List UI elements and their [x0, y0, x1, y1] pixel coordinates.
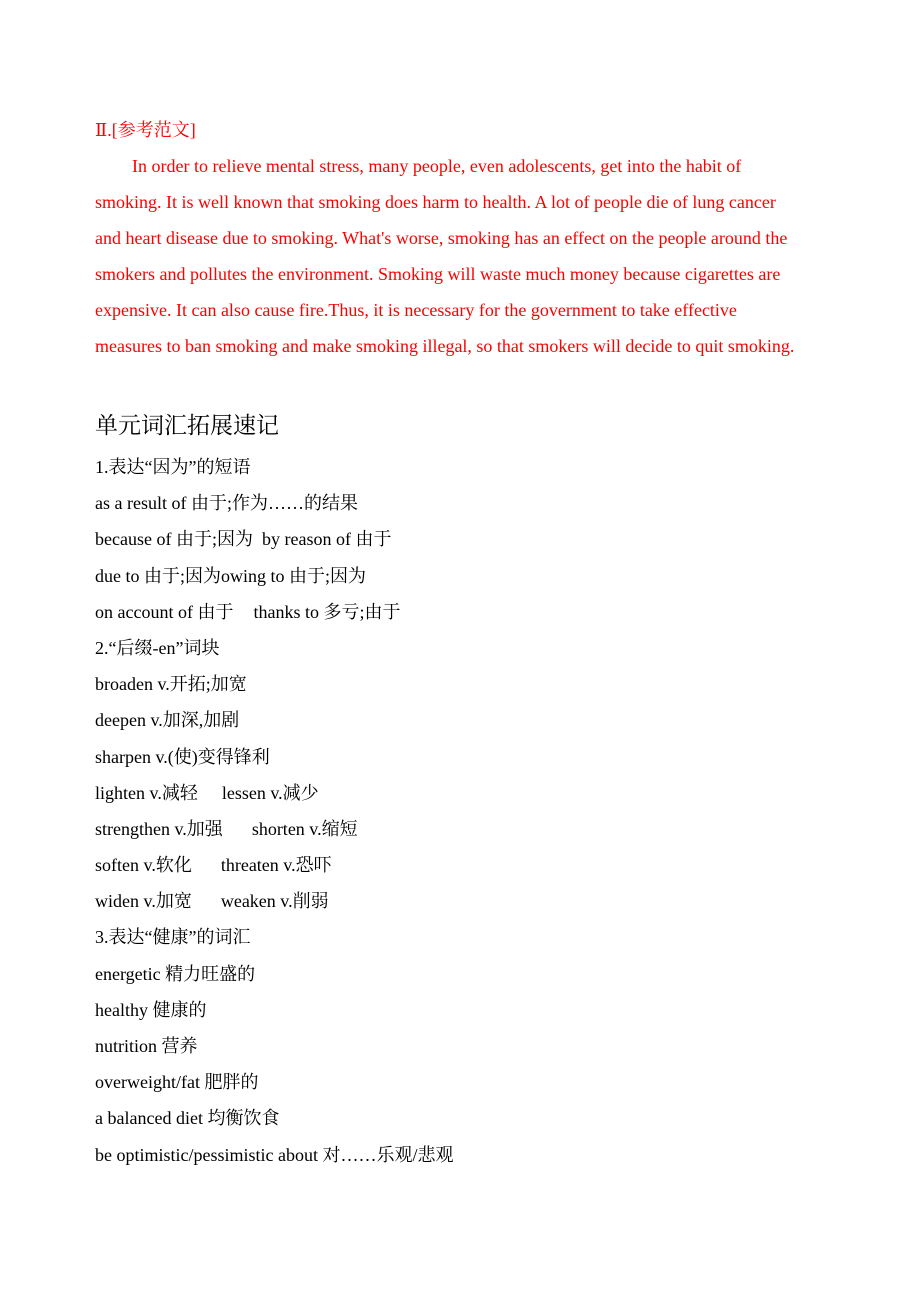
vocab-entry: strengthen v.加强	[95, 818, 223, 839]
vocab-entry: shorten v.缩短	[251, 818, 358, 839]
vocab-line	[95, 847, 855, 883]
vocab-line: due to 由于;因为owing to 由于;因为	[95, 565, 366, 586]
essay-line: measures to ban smoking and make smoking illegal, so that smokers will decide to quit smoking.	[95, 336, 795, 356]
essay-line: expensive. It can also cause fire.Thus, it is necessary for the government to take effective	[95, 300, 737, 320]
vocab-heading-because: 1.表达“因为”的短语	[95, 457, 251, 477]
sample-essay	[95, 148, 825, 364]
vocab-entry: soften v.软化	[95, 855, 192, 876]
vocab-line: nutrition 营养	[95, 1036, 198, 1056]
vocab-entry: weaken v.削弱	[220, 891, 329, 912]
vocab-entry: by reason of 由于	[261, 529, 392, 550]
essay-line: smokers and pollutes the environment. Smoking will waste much money because cigarettes are	[95, 264, 781, 284]
essay-line: and heart disease due to smoking. What's worse, smoking has an effect on the people around the	[95, 228, 788, 248]
vocab-entry: widen v.加宽	[95, 891, 192, 912]
vocab-line	[95, 521, 855, 557]
vocab-line: healthy 健康的	[95, 999, 207, 1020]
vocab-line: be optimistic/pessimistic about 对……乐观/悲观	[95, 1144, 454, 1165]
essay-line: smoking. It is well known that smoking does harm to health. A lot of people die of lung cancer	[95, 192, 776, 212]
vocab-line	[95, 594, 855, 630]
essay-heading: Ⅱ.[参考范文]	[95, 120, 196, 140]
vocab-line: energetic 精力旺盛的	[95, 963, 256, 984]
vocab-line: sharpen v.(使)变得锋利	[95, 746, 270, 767]
vocab-entry: on account of 由于	[95, 601, 234, 622]
vocab-line	[95, 811, 855, 847]
vocab-entry: lessen v.减少	[221, 782, 319, 803]
vocab-line	[95, 775, 855, 811]
vocab-heading-suffix-en: 2.“后缀-en”词块	[95, 637, 220, 658]
vocab-heading-health: 3.表达“健康”的词汇	[95, 927, 251, 948]
vocab-entry: lighten v.减轻	[95, 782, 198, 803]
vocab-line: deepen v.加深,加剧	[95, 710, 240, 731]
vocab-line: as a result of 由于;作为……的结果	[95, 493, 358, 514]
vocab-section-title: 单元词汇拓展速记	[95, 413, 279, 439]
vocab-line	[95, 883, 855, 919]
vocab-entry: thanks to 多亏;由于	[253, 601, 401, 622]
vocab-line: broaden v.开拓;加宽	[95, 674, 247, 695]
vocab-entry: because of 由于;因为	[95, 529, 253, 550]
vocab-list	[95, 449, 855, 1173]
vocab-line: a balanced diet 均衡饮食	[95, 1108, 280, 1129]
vocab-line: overweight/fat 肥胖的	[95, 1072, 259, 1093]
essay-line: In order to relieve mental stress, many people, even adolescents, get into the habit of	[132, 156, 742, 176]
vocab-entry: threaten v.恐吓	[220, 855, 332, 876]
